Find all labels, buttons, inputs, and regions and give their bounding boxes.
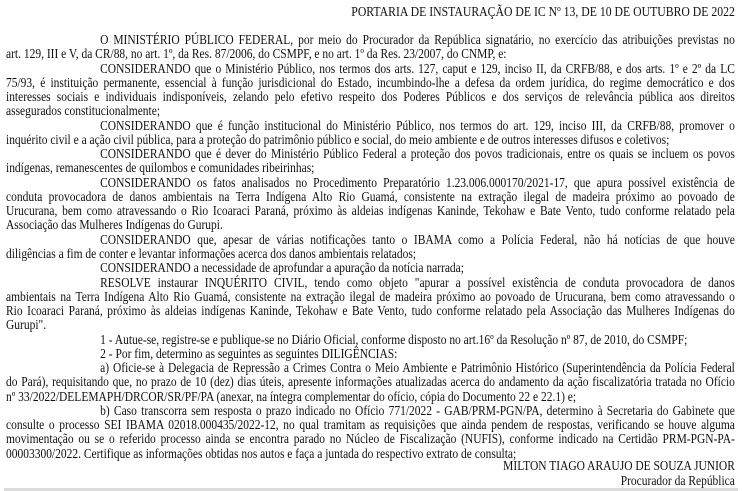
text-line: CONSIDERANDO os fatos analisados no Procedimento Preparatório 1.23.006.000170/2021-17, que apura possível existência de — [100, 174, 735, 190]
text-line: a) Oficie-se à Delegacia de Repressão a Crimes Contra o Meio Ambiente e Patrimônio Histórico (Superintendência da Polícia Federal — [100, 360, 735, 376]
text-line: ambientais na Terra Indígena Alto Rio Guamá, consistente na extração ilegal de madeira próximo ao povoado de Urucurana, bem como atravessando o — [6, 288, 735, 304]
paragraph-considerando-2 — [6, 119, 735, 148]
paragraph-item-2a — [6, 361, 735, 404]
text-line: 2 - Por fim, determino as seguintes as seguintes DILIGÊNCIAS: — [100, 345, 398, 361]
text-line: CONSIDERANDO que, apesar de várias notificações tanto o IBAMA como a Polícia Federal, não há notícias de que houve — [100, 231, 735, 247]
text-line: 00003300/2022. Certifique as informações obtidas nos autos e faça a juntada do respectivo extrato de consulta; — [6, 445, 517, 461]
document-title: PORTARIA DE INSTAURAÇÃO DE IC Nº 13, DE 10 DE OUTUBRO DE 2022 — [351, 4, 735, 19]
text-line: CONSIDERANDO que é dever do Ministério Público Federal a proteção dos povos tradicionais, entre os quais se incluem os povos — [100, 146, 735, 162]
text-line: indígenas, remanescentes de quilombos e comunidades ribeirinhas; — [6, 160, 315, 176]
text-line: Associação das Mulheres Indígenas do Gurupi. — [6, 217, 223, 233]
paragraph-considerando-4 — [6, 176, 735, 233]
text-line: RESOLVE instaurar INQUÉRITO CIVIL, tendo como objeto "apurar a possível existência de conduta provocadora de danos — [100, 274, 735, 290]
text-line: Rio Icoaraci Paraná, próximo às aldeias indígenas Kaninde, Tekohaw e Bate Vento, tudo conforme relatado pela Associação das Mulheres Indígenas do — [6, 303, 735, 319]
text-line: CONSIDERANDO que o Ministério Público, nos termos dos arts. 127, caput e 129, inciso II, da CRFB/88, e dos arts. 1º e 2º da LC — [100, 60, 735, 76]
paragraph-considerando-3 — [6, 147, 735, 176]
text-line: interesses sociais e individuais indisponíveis, zelando pelo efetivo respeito dos Poderes Públicos e dos serviços de relevância pública aos direitos — [6, 89, 735, 105]
text-line: O MINISTÉRIO PÚBLICO FEDERAL, por meio do Procurador da República signatário, no exercício das atribuições previstas no — [100, 32, 735, 47]
text-line: conduta provocadora de danos ambientais na Terra Indígena Alto Rio Guamá, consistente na extração ilegal de madeira próximo ao povoado de — [6, 188, 735, 204]
document-body — [6, 33, 735, 461]
text-line: movimentação ou se o referido processo ainda se encontra parado no Núcleo de Fiscalização (NUFIS), conforme indicado na Certidão PRM-PGN-PA- — [6, 431, 735, 447]
signatory-name: MILTON TIAGO ARAUJO DE SOUZA JUNIOR — [503, 458, 735, 473]
text-line: assegurados constitucionalmente; — [6, 103, 161, 119]
paragraph-preamble — [6, 33, 735, 62]
paragraph-considerando-6 — [6, 261, 735, 275]
paragraph-item-1 — [6, 333, 735, 347]
text-line: Urucurana, bem como atravessando o Rio Icoaraci Paraná, próximo às aldeias indígenas Kaninde, Tekohaw e Bate Vento, tudo conforme relatado pela — [6, 203, 735, 219]
text-line: CONSIDERANDO a necessidade de aprofundar a apuração da notícia narrada; — [100, 260, 464, 276]
text-line: Gurupi". — [6, 317, 47, 333]
paragraph-item-2b — [6, 404, 735, 461]
text-line: nº 33/2022/DELEMAPH/DRCOR/SR/PF/PA (anexar, na íntegra complementar do ofício, cópia do Documento 22 e 22.1) e; — [6, 388, 577, 404]
text-line: consulte o processo SEI IBAMA 02018.000435/2022-12, no qual tramitam as requisições que ainda pendem de respostas, verificando se houve alguma — [6, 417, 735, 433]
text-line: inquérito civil e a ação civil pública, para a proteção do patrimônio público e social, do meio ambiente e de outros interesses difusos e coletivos; — [6, 131, 670, 147]
text-line: do Pará), requisitando que, no prazo de 10 (dez) dias úteis, apresente informações atualizadas acerca do andamento da ação fiscalizatória tratada no Ofício — [6, 374, 735, 390]
text-line: diligências a fim de conter e levantar informações acerca dos danos ambientais relatados; — [6, 245, 417, 261]
paragraph-resolve — [6, 276, 735, 333]
paragraph-item-2 — [6, 347, 735, 361]
signatory-role: Procurador da República — [620, 473, 735, 488]
text-line: 75/93, é instituição permanente, essencial à função jurisdicional do Estado, incumbindo-lhe a defesa da ordem jurídica, do regime democrático e dos — [6, 74, 735, 90]
text-line: art. 129, III e V, da CR/88, no art. 1º, da Res. 87/2006, do CSMPF, e no art. 1º da Res. 23/2007, do CNMP, e: — [6, 46, 507, 62]
text-line: b) Caso transcorra sem resposta o prazo indicado no Ofício 771/2022 - GAB/PRM-PGN/PA, determino à Secretaria do Gabinete que — [100, 402, 735, 418]
paragraph-considerando-1 — [6, 62, 735, 119]
paragraph-considerando-5 — [6, 233, 735, 262]
text-line: CONSIDERANDO que é função institucional do Ministério Público, nos termos do art. 129, inciso III, da CRFB/88, promover o — [100, 117, 735, 133]
text-line: 1 - Autue-se, registre-se e publique-se no Diário Oficial, conforme disposto no art.16º da Resolução nº 87, de 2010, do CSMPF; — [100, 331, 688, 347]
